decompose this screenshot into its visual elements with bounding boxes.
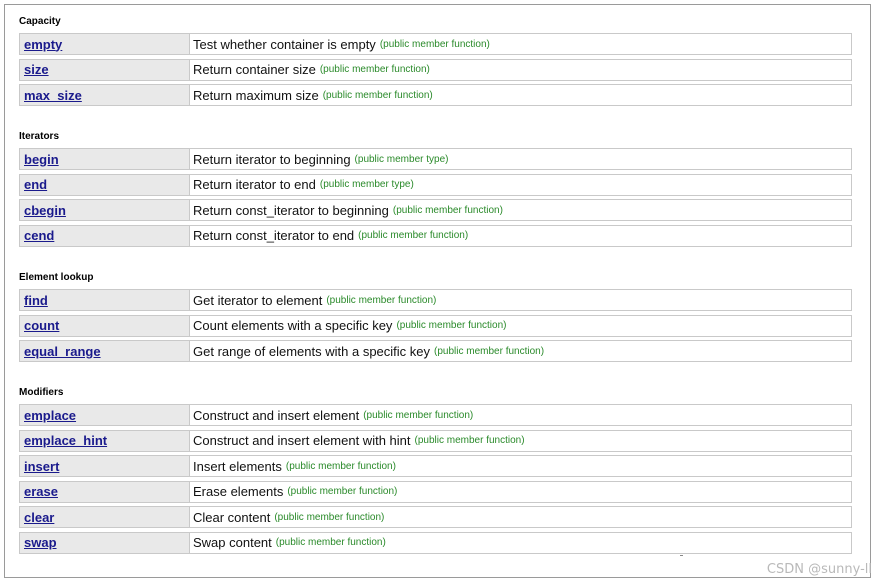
table-row — [19, 199, 852, 221]
member-kind: (public member function) — [287, 486, 398, 497]
member-link-size[interactable]: size — [24, 62, 49, 77]
member-kind: (public member function) — [414, 435, 525, 446]
member-kind: (public member type) — [319, 179, 414, 190]
member-kind: (public member function) — [275, 537, 386, 548]
member-link-empty[interactable]: empty — [24, 36, 63, 52]
member-description: Count elements with a specific key — [193, 318, 393, 333]
member-kind: (public member function) — [363, 409, 474, 421]
member-kind: (public member function) — [274, 511, 385, 523]
member-description: Construct and insert element — [193, 407, 360, 423]
member-kind: (public member function) — [434, 345, 545, 357]
member-link-emplace[interactable]: emplace — [24, 407, 77, 423]
member-description: Return iterator to beginning — [193, 151, 351, 167]
member-link-count[interactable]: count — [24, 318, 60, 333]
member-kind: (public member type) — [354, 153, 449, 165]
table-row — [19, 174, 852, 196]
table-row — [19, 430, 852, 452]
watermark: CSDN @sunny-ll — [766, 562, 872, 577]
table-row — [19, 481, 852, 503]
section-modifiers — [19, 386, 852, 557]
table-row — [19, 315, 852, 337]
table-row — [19, 59, 852, 81]
table-row — [19, 225, 852, 247]
member-description: Return container size — [193, 62, 316, 77]
table-row — [19, 340, 852, 362]
table-row — [19, 148, 852, 170]
member-link-begin[interactable]: begin — [24, 151, 59, 167]
member-link-equal-range[interactable]: equal_range — [24, 343, 101, 359]
member-description: Erase elements — [193, 484, 284, 499]
table-row — [19, 404, 852, 426]
member-description: Test whether container is empty — [193, 36, 376, 52]
member-description: Swap content — [193, 535, 272, 550]
section-title: Element lookup — [19, 272, 94, 283]
member-kind: (public member function) — [322, 89, 433, 101]
member-description: Return const_iterator to beginning — [193, 202, 389, 218]
member-link-find[interactable]: find — [24, 292, 48, 308]
member-kind: (public member function) — [319, 64, 430, 75]
member-link-clear[interactable]: clear — [24, 509, 55, 525]
table-row — [19, 532, 852, 554]
member-kind: (public member function) — [396, 320, 507, 331]
member-description: Construct and insert element with hint — [193, 433, 411, 448]
table-row — [19, 289, 852, 311]
table-row — [19, 455, 852, 477]
member-description: Return const_iterator to end — [193, 228, 355, 243]
section-title: Capacity — [19, 16, 61, 27]
member-kind: (public member function) — [392, 204, 503, 216]
member-link-swap[interactable]: swap — [24, 535, 57, 550]
member-kind: (public member function) — [285, 460, 396, 472]
table-row — [19, 506, 852, 528]
member-description: Get iterator to element — [193, 292, 323, 308]
member-kind: (public member function) — [326, 294, 437, 306]
member-link-max-size[interactable]: max_size — [24, 87, 82, 103]
member-link-end[interactable]: end — [24, 177, 48, 192]
reference-panel — [4, 4, 871, 578]
member-kind: (public member function) — [379, 38, 490, 50]
member-kind: (public member function) — [358, 230, 469, 241]
member-link-cend[interactable]: cend — [24, 228, 55, 243]
member-link-erase[interactable]: erase — [24, 484, 58, 499]
member-description: Return iterator to end — [193, 177, 316, 192]
member-description: Clear content — [193, 509, 271, 525]
member-description: Return maximum size — [193, 87, 319, 103]
member-description: Insert elements — [193, 458, 282, 474]
section-element-lookup — [19, 271, 852, 366]
member-link-insert[interactable]: insert — [24, 458, 60, 474]
member-link-cbegin[interactable]: cbegin — [24, 202, 66, 218]
section-title: Iterators — [19, 131, 60, 142]
section-capacity — [19, 15, 852, 110]
section-title: Modifiers — [19, 387, 64, 398]
member-description: Get range of elements with a specific key — [193, 343, 431, 359]
divider-mark — [680, 555, 683, 556]
member-link-emplace-hint[interactable]: emplace_hint — [24, 433, 108, 448]
table-row — [19, 84, 852, 106]
section-iterators — [19, 130, 852, 250]
table-row — [19, 33, 852, 55]
